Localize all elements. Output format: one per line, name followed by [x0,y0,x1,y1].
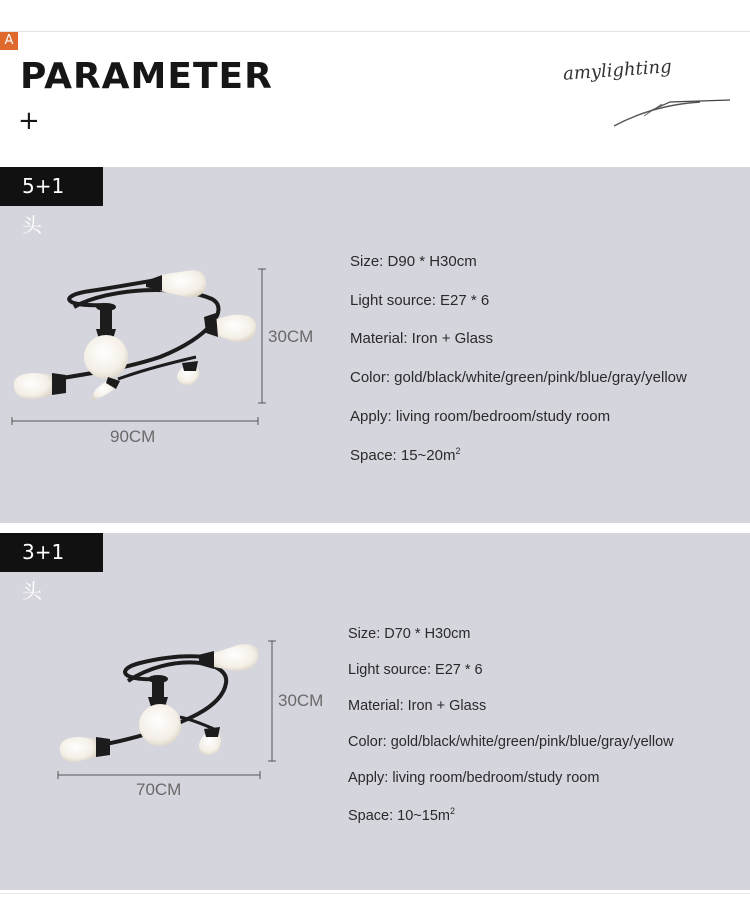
bottom-divider [0,893,750,894]
spec-space [348,806,674,842]
spec-color: Color: gold/black/white/green/pink/blue/gray/yellow [350,369,687,387]
spec-apply: Apply: living room/bedroom/study room [350,407,611,425]
spec-space [350,446,687,485]
spec-space-unit-sup: 2 [449,806,455,816]
height-dimension-label: 30CM [268,327,314,346]
spec-material: Material: Iron + Glass [348,698,487,714]
spec-material: Material: Iron + Glass [350,330,493,348]
spec-apply: Apply: living room/bedroom/study room [348,770,600,786]
variant-tag: 5+1头 [0,167,103,206]
spec-size: Size: D70 * H30cm [348,626,471,642]
spec-space-text: Space: 10~15m [348,807,450,824]
plus-icon: + [18,106,40,136]
variant-tag: 3+1头 [0,533,103,572]
spec-size: Size: D90 * H30cm [350,253,477,270]
spec-light-source: Light source: E27 * 6 [350,291,490,309]
page-title: PARAMETER [20,56,273,97]
spec-list [348,626,674,842]
brand-logo: amylighting [562,56,673,85]
product-panel-3plus1 [0,533,750,890]
top-divider [0,31,750,32]
ceiling-lamp-image [0,533,340,890]
spec-color: Color: gold/black/white/green/pink/blue/gray/yellow [348,734,674,750]
spec-light-source: Light source: E27 * 6 [348,662,483,678]
width-dimension-label: 70CM [136,780,182,799]
spec-space-text: Space: 15~20m [350,447,456,465]
product-panel-5plus1 [0,167,750,523]
spec-space-unit-sup: 2 [455,446,461,457]
corner-badge: A [0,32,18,50]
brand-swoosh-icon [600,94,735,130]
height-dimension-label: 30CM [278,691,324,710]
spec-list [350,253,687,485]
width-dimension-label: 90CM [110,427,156,446]
